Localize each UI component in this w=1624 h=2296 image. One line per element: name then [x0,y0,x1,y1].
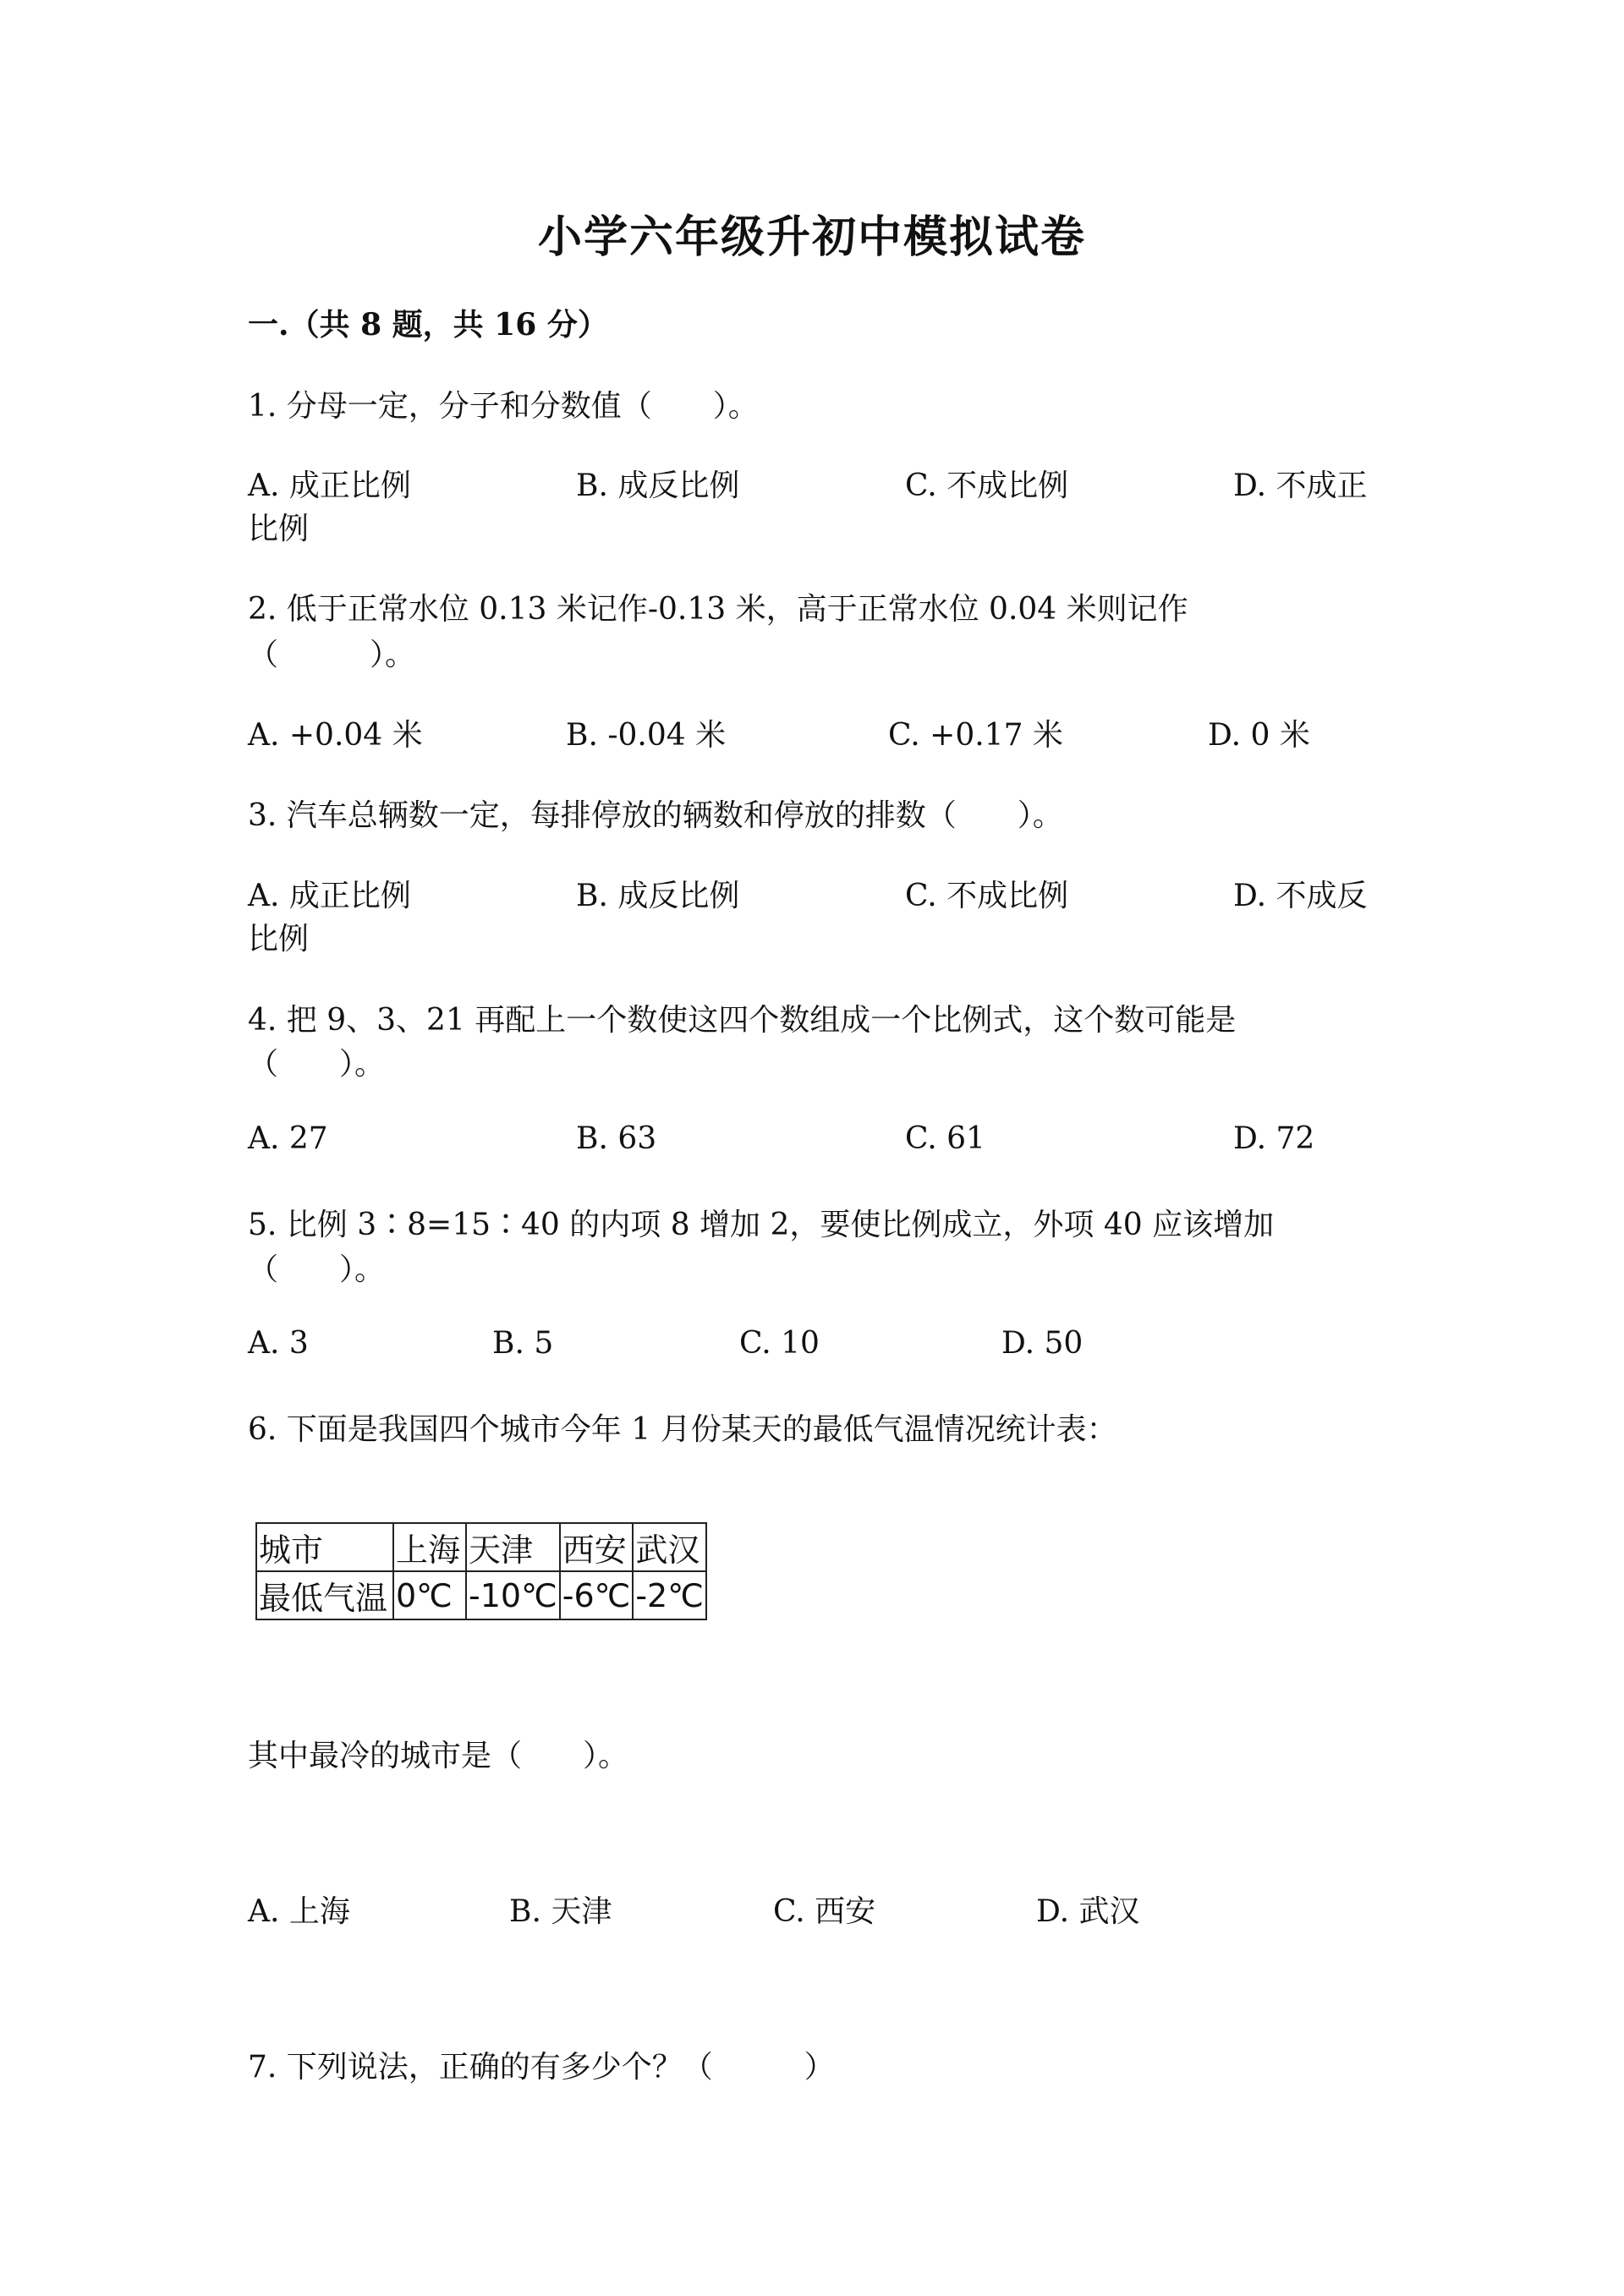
question-1-option-d-wrap: 比例 [248,512,310,546]
question-2-stem: 2. 低于正常水位 0.13 米记作-0.13 米，高于正常水位 0.04 米则记作 [248,592,1188,627]
table-cell: 西安 [560,1523,634,1571]
question-3-option-b: B. 成反比例 [576,879,740,913]
table-cell: -10℃ [466,1571,560,1619]
question-3-option-a: A. 成正比例 [248,879,411,913]
question-5-option-c: C. 10 [739,1326,820,1361]
question-4-option-b: B. 63 [576,1121,657,1156]
question-6-option-b: B. 天津 [509,1894,612,1929]
question-6-option-d: D. 武汉 [1036,1894,1140,1929]
question-4-option-c: C. 61 [905,1121,985,1156]
section-heading: 一.（共 8 题，共 16 分） [248,307,608,342]
question-6-followup: 其中最冷的城市是（ ）。 [248,1739,629,1773]
question-2-option-c: C. +0.17 米 [888,718,1063,753]
question-4-option-a: A. 27 [248,1121,328,1156]
table-header-row [256,1523,706,1571]
question-3-option-c: C. 不成比例 [905,879,1069,913]
question-6-option-a: A. 上海 [248,1894,350,1929]
question-6-stem: 6. 下面是我国四个城市今年 1 月份某天的最低气温情况统计表： [248,1412,1117,1447]
question-1-option-b: B. 成反比例 [576,469,740,503]
table-cell: 最低气温 [256,1571,393,1619]
question-7-stem: 7. 下列说法，正确的有多少个？（ ） [248,2050,835,2085]
question-2-option-b: B. -0.04 米 [566,718,727,753]
table-row [256,1571,706,1619]
table-cell: -6℃ [560,1571,634,1619]
question-3-option-d: D. 不成反 [1233,879,1368,913]
question-4-option-d: D. 72 [1233,1121,1315,1156]
question-6-option-c: C. 西安 [773,1894,876,1929]
question-4-stem-line2: （ ）。 [248,1047,386,1082]
question-5-stem-line2: （ ）。 [248,1252,386,1287]
table-cell: 天津 [466,1523,560,1571]
table-cell: 0℃ [393,1571,466,1619]
table-cell: -2℃ [633,1571,706,1619]
question-1-option-d: D. 不成正 [1233,469,1368,503]
table-cell: 城市 [256,1523,393,1571]
table-cell: 上海 [393,1523,466,1571]
question-2-stem-line2: （ ）。 [248,638,416,672]
question-1-stem: 1. 分母一定，分子和分数值（ ）。 [248,389,759,424]
question-2-option-a: A. +0.04 米 [248,718,423,753]
question-4-stem: 4. 把 9、3、21 再配上一个数使这四个数组成一个比例式，这个数可能是 [248,1003,1237,1038]
question-5-stem: 5. 比例 3∶8=15∶40 的内项 8 增加 2，要使比例成立，外项 40 应该增加 [248,1208,1275,1242]
question-1-option-c: C. 不成比例 [905,469,1069,503]
question-3-option-d-wrap: 比例 [248,922,310,956]
temperature-table [255,1522,707,1620]
table-cell: 武汉 [633,1523,706,1571]
question-5-option-d: D. 50 [1001,1326,1084,1361]
page-title: 小学六年级升初中模拟试卷 [537,211,1086,263]
question-3-stem: 3. 汽车总辆数一定，每排停放的辆数和停放的排数（ ）。 [248,798,1063,833]
question-5-option-b: B. 5 [492,1326,554,1361]
question-5-option-a: A. 3 [248,1326,309,1361]
question-2-option-d: D. 0 米 [1208,718,1310,753]
question-1-option-a: A. 成正比例 [248,469,411,503]
